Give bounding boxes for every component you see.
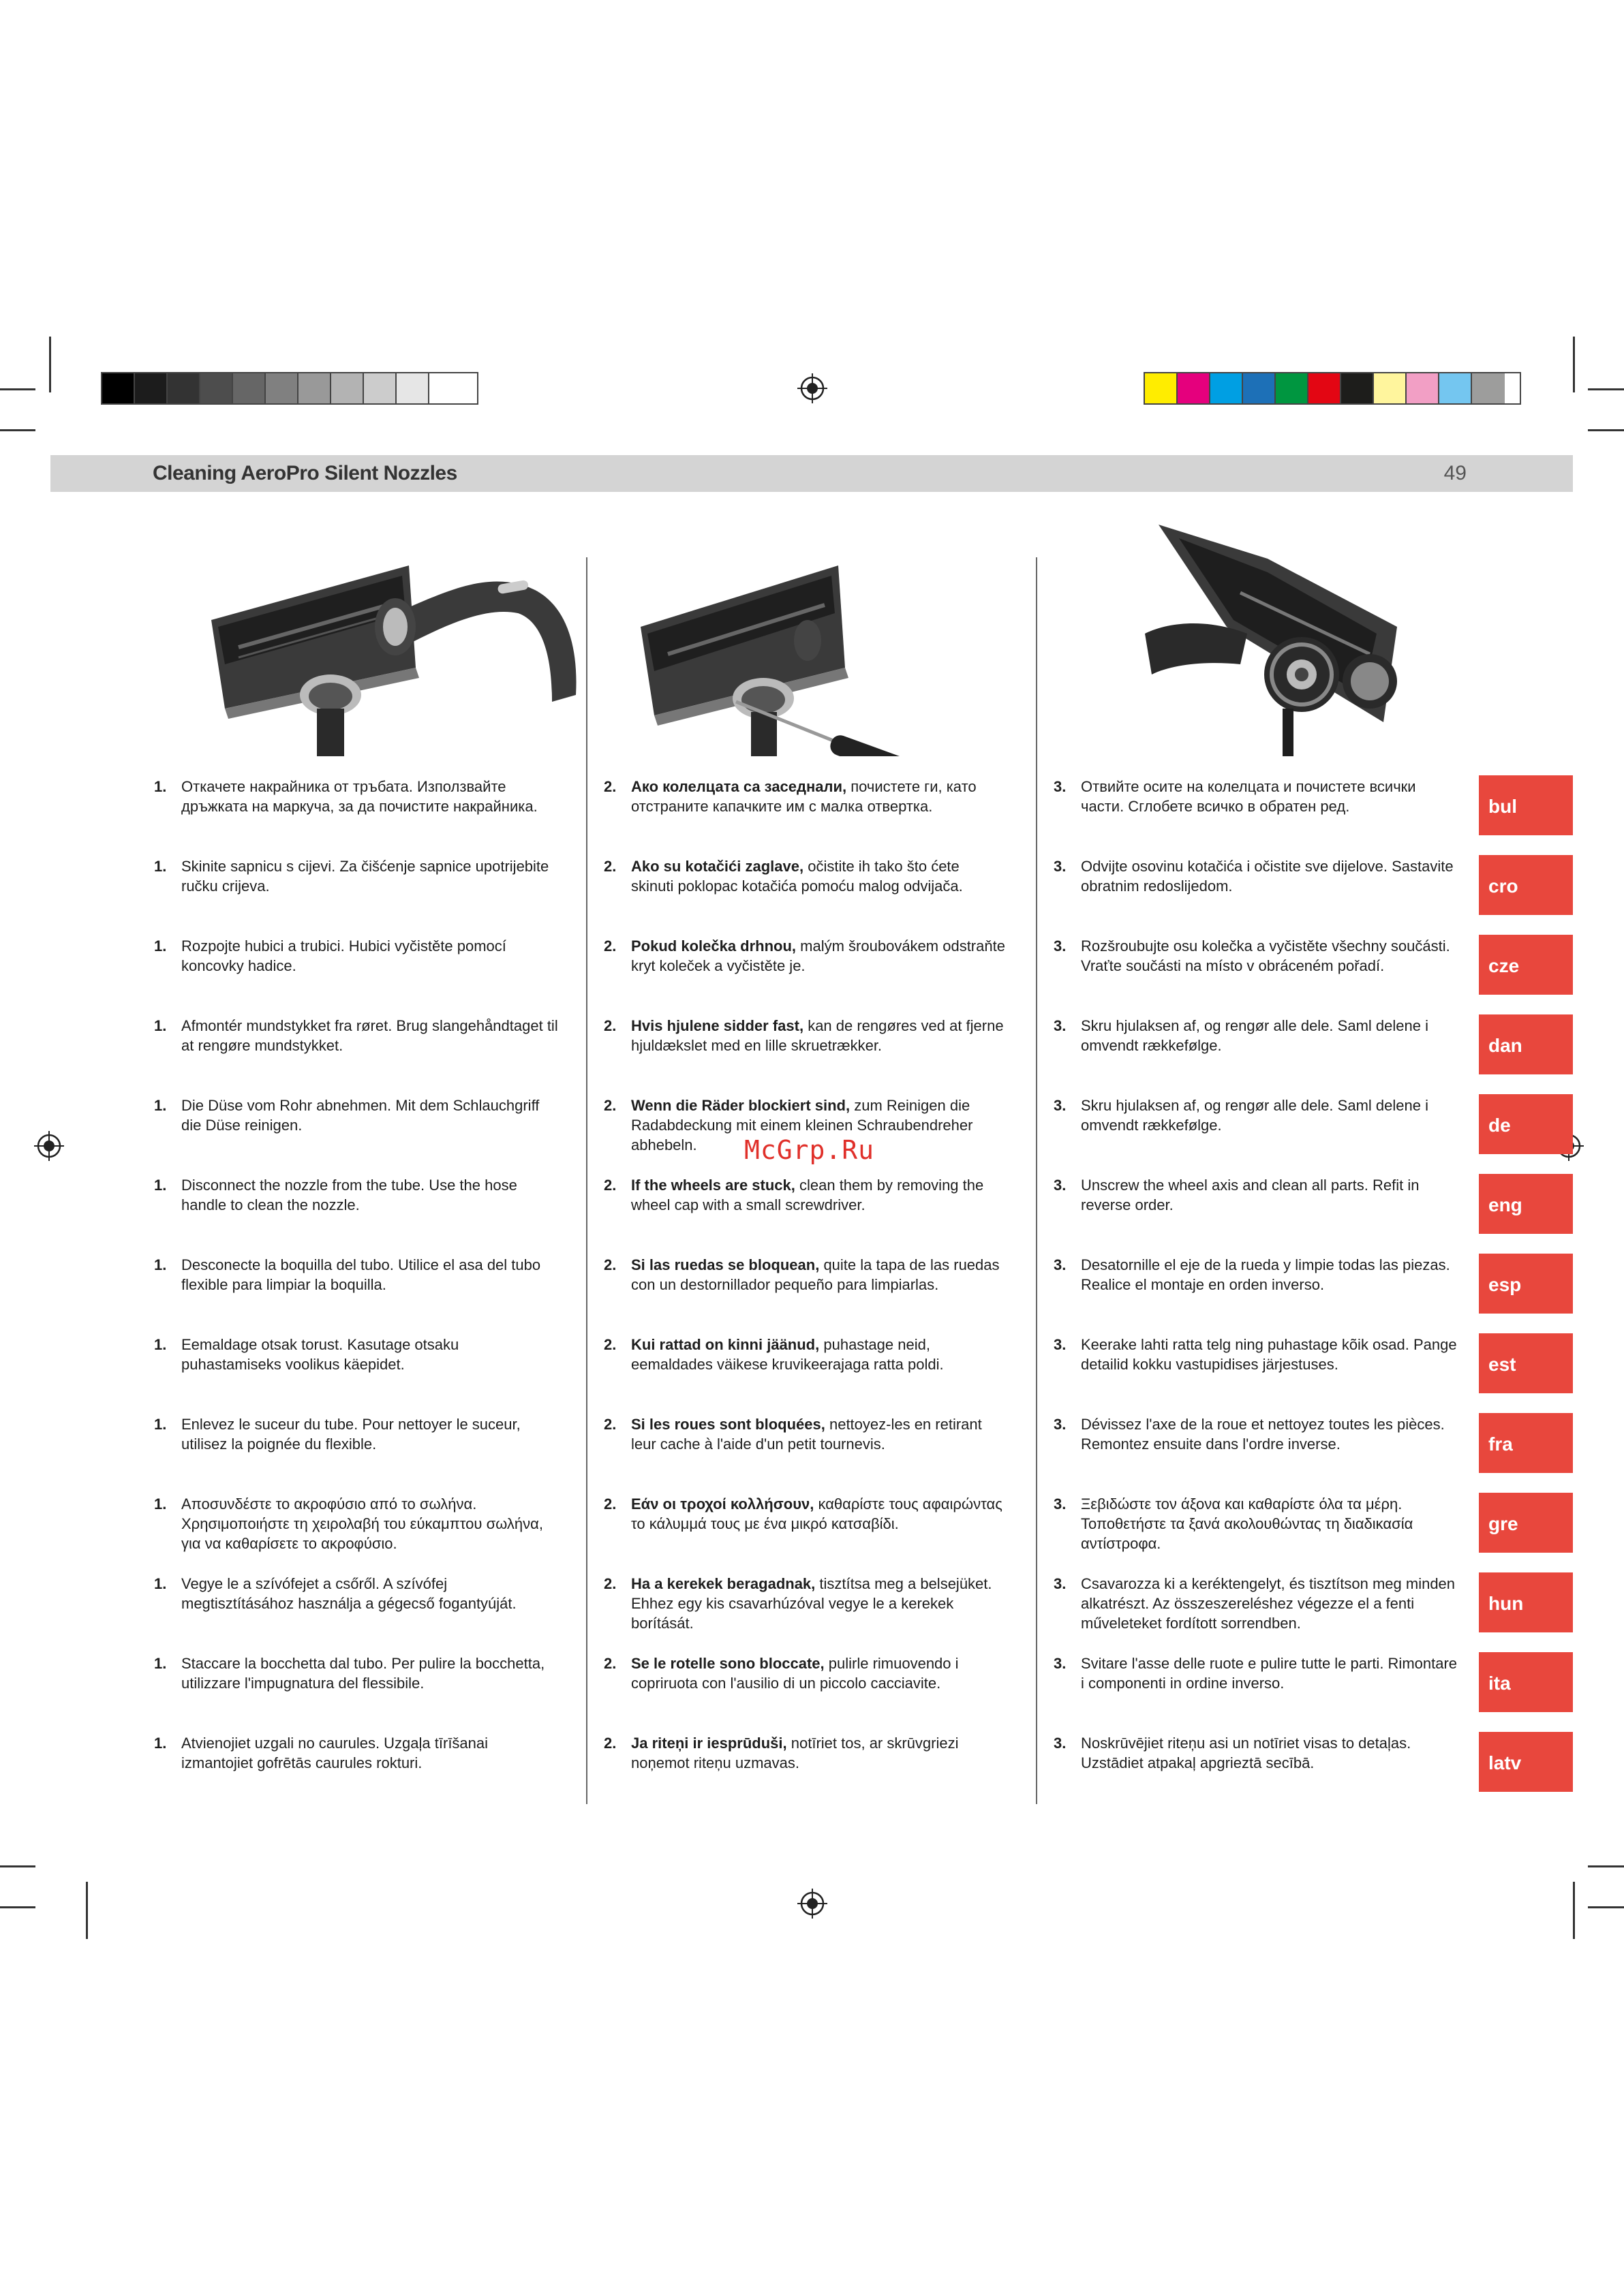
- step-body: Desatornille el eje de la rueda y limpie todas las piezas. Realice el montaje en orden inverso.: [1081, 1256, 1450, 1293]
- color-swatch: [233, 373, 266, 403]
- watermark: McGrp.Ru: [744, 1135, 875, 1165]
- step-text: [181, 1335, 563, 1374]
- step-text: [1081, 1096, 1462, 1135]
- step-body: Skinite sapnicu s cijevi. Za čišćenje sapnice upotrijebite ručku crijeva.: [181, 858, 549, 895]
- step-number: 1.: [154, 1655, 167, 1672]
- step-text: [631, 1494, 1006, 1534]
- step-text: [1081, 1335, 1462, 1374]
- language-tab-gre: gre: [1479, 1493, 1573, 1553]
- step-body: Csavarozza ki a keréktengelyt, és tisztítson meg minden alkatrészt. Az összeszereléshez végezze el a fenti műveleteket fordított sorrendben.: [1081, 1575, 1456, 1632]
- step-number: 3.: [1054, 1655, 1067, 1672]
- step-body: почистете ги, като отстраните капачките им с малка отвертка.: [631, 778, 977, 815]
- step-body: Afmontér mundstykket fra røret. Brug slangehåndtaget til at rengøre mundstykket.: [181, 1017, 558, 1054]
- step-body: Atvienojiet uzgali no caurules. Uzgaļa tīrīšanai izmantojiet gofrētās caurules rokturi.: [181, 1735, 489, 1771]
- step-text: [631, 1175, 1006, 1215]
- step-lead: Ha a kerekek beragadnak,: [631, 1575, 816, 1592]
- color-swatch: [1407, 373, 1439, 403]
- step-body: notīriet tos, ar skrūvgriezi noņemot riteņu uzmavas.: [631, 1735, 959, 1771]
- color-swatch: [1472, 373, 1505, 403]
- step-lead: Ако колелцата са заседнали,: [631, 778, 847, 795]
- step-number: 2.: [604, 1336, 617, 1353]
- language-tab-cze: cze: [1479, 935, 1573, 995]
- step-lead: Wenn die Räder blockiert sind,: [631, 1097, 851, 1114]
- step-text: [1081, 777, 1462, 816]
- step-text: [631, 1414, 1006, 1454]
- page-number: 49: [1443, 462, 1467, 484]
- step-lead: Si les roues sont bloquées,: [631, 1416, 825, 1433]
- language-tab-est: est: [1479, 1333, 1573, 1393]
- crop-mark: [1573, 1882, 1575, 1939]
- color-swatch: [1341, 373, 1374, 403]
- color-swatch: [397, 373, 429, 403]
- crop-mark: [1588, 388, 1624, 390]
- step-text: [181, 1096, 563, 1135]
- step-lead: Εάν οι τροχοί κολλήσουν,: [631, 1495, 814, 1512]
- column-divider: [1036, 557, 1037, 1804]
- step-body: Αποσυνδέστε το ακροφύσιο από το σωλήνα. Χρησιμοποιήστε τη χειρολαβή του εύκαμπτου σωλήνα, για να καθαρίσετε το ακροφύσιο.: [181, 1495, 543, 1552]
- page-header: [50, 455, 1573, 492]
- language-tab-de: de: [1479, 1094, 1573, 1154]
- color-swatch: [1178, 373, 1210, 403]
- step-body: nettoyez-les en retirant leur cache à l'aide d'un petit tournevis.: [631, 1416, 982, 1453]
- nozzle-detach-illustration: [198, 518, 579, 756]
- crop-mark: [0, 429, 35, 431]
- step-body: Staccare la bocchetta dal tubo. Per pulire la bocchetta, utilizzare l'impugnatura del flessibile.: [181, 1655, 545, 1692]
- step-body: pulirle rimuovendo i copriruota con l'ausilio di un piccolo cacciavite.: [631, 1655, 959, 1692]
- step-number: 1.: [154, 1575, 167, 1592]
- step-body: kan de rengøres ved at fjerne hjuldækslet med en lille skruetrækker.: [631, 1017, 1004, 1054]
- step-text: [181, 1654, 563, 1693]
- step-number: 1.: [154, 1017, 167, 1034]
- step-number: 2.: [604, 1735, 617, 1752]
- step-body: Keerake lahti ratta telg ning puhastage kõik osad. Pange detailid kokku vastupidises järjestuses.: [1081, 1336, 1457, 1373]
- color-swatch: [168, 373, 200, 403]
- step-text: [181, 1414, 563, 1454]
- language-tab-esp: esp: [1479, 1254, 1573, 1314]
- step-body: Откачете накрайника от тръбата. Използвайте дръжката на маркуча, за да почистите накрайника.: [181, 778, 538, 815]
- color-swatch: [1210, 373, 1243, 403]
- step-text: [181, 1016, 563, 1055]
- step-number: 1.: [154, 1097, 167, 1114]
- language-tab-bul: bul: [1479, 775, 1573, 835]
- step-body: zum Reinigen die Radabdeckung mit einem kleinen Schraubendreher abhebeln.: [631, 1097, 973, 1153]
- step-number: 1.: [154, 1256, 167, 1273]
- step-body: malým šroubovákem odstraňte kryt koleček a vyčistěte je.: [631, 937, 1005, 974]
- crop-mark: [1588, 1865, 1624, 1867]
- step-text: [631, 1733, 1006, 1773]
- color-swatch: [1145, 373, 1178, 403]
- crop-mark: [49, 337, 51, 392]
- step-number: 3.: [1054, 1575, 1067, 1592]
- step-text: [1081, 936, 1462, 976]
- color-swatch: [1439, 373, 1472, 403]
- step-text: [181, 1175, 563, 1215]
- step-lead: Ako su kotačići zaglave,: [631, 858, 804, 875]
- step-lead: Kui rattad on kinni jäänud,: [631, 1336, 820, 1353]
- step-text: [631, 1335, 1006, 1374]
- step-body: očistite ih tako što ćete skinuti poklopac kotačića pomoću malog odvijača.: [631, 858, 963, 895]
- step-lead: Pokud kolečka drhnou,: [631, 937, 797, 955]
- color-swatch: [1374, 373, 1407, 403]
- step-text: [181, 1255, 563, 1294]
- step-lead: If the wheels are stuck,: [631, 1177, 795, 1194]
- step-body: Dévissez l'axe de la roue et nettoyez toutes les pièces. Remontez ensuite dans l'ordre inverse.: [1081, 1416, 1445, 1453]
- color-swatch: [1308, 373, 1341, 403]
- grayscale-strip: [101, 372, 478, 405]
- step-number: 2.: [604, 1655, 617, 1672]
- crop-mark: [0, 388, 35, 390]
- step-number: 1.: [154, 1735, 167, 1752]
- step-number: 3.: [1054, 1336, 1067, 1353]
- step-lead: Si las ruedas se bloquean,: [631, 1256, 820, 1273]
- step-text: [631, 1574, 1006, 1633]
- step-text: [1081, 1494, 1462, 1553]
- step-number: 2.: [604, 1177, 617, 1194]
- registration-mark-icon: [797, 1889, 827, 1919]
- color-swatch: [331, 373, 364, 403]
- step-body: Eemaldage otsak torust. Kasutage otsaku puhastamiseks voolikus käepidet.: [181, 1336, 459, 1373]
- step-number: 1.: [154, 1495, 167, 1512]
- step-number: 3.: [1054, 1495, 1067, 1512]
- step-text: [1081, 1414, 1462, 1454]
- step-text: [181, 856, 563, 896]
- step-body: Skru hjulaksen af, og rengør alle dele. Saml delene i omvendt rækkefølge.: [1081, 1017, 1428, 1054]
- step-number: 3.: [1054, 858, 1067, 875]
- step-lead: Hvis hjulene sidder fast,: [631, 1017, 804, 1034]
- step-number: 3.: [1054, 1256, 1067, 1273]
- crop-mark: [0, 1865, 35, 1867]
- wheel-axis-illustration: [1131, 518, 1404, 756]
- step-text: [181, 1494, 563, 1553]
- crop-mark: [1588, 1906, 1624, 1908]
- column-divider: [586, 557, 587, 1804]
- step-text: [1081, 1733, 1462, 1773]
- step-text: [631, 856, 1006, 896]
- step-number: 3.: [1054, 937, 1067, 955]
- language-tab-ita: ita: [1479, 1652, 1573, 1712]
- color-swatch: [1276, 373, 1308, 403]
- step-number: 3.: [1054, 1416, 1067, 1433]
- step-text: [1081, 1016, 1462, 1055]
- step-body: Vegye le a szívófejet a csőről. A szívófej megtisztításához használja a gégecső fogantyúját.: [181, 1575, 517, 1612]
- step-number: 1.: [154, 778, 167, 795]
- step-text: [181, 936, 563, 976]
- color-swatch: [1243, 373, 1276, 403]
- step-text: [631, 1016, 1006, 1055]
- step-number: 3.: [1054, 1097, 1067, 1114]
- crop-mark: [1588, 429, 1624, 431]
- step-number: 2.: [604, 1495, 617, 1512]
- step-body: Svitare l'asse delle ruote e pulire tutte le parti. Rimontare i componenti in ordine inverso.: [1081, 1655, 1458, 1692]
- step-number: 2.: [604, 1017, 617, 1034]
- step-number: 2.: [604, 858, 617, 875]
- registration-mark-icon: [34, 1131, 64, 1161]
- color-strip: [1144, 372, 1521, 405]
- step-body: Skru hjulaksen af, og rengør alle dele. Saml delene i omvendt rækkefølge.: [1081, 1097, 1428, 1134]
- step-body: tisztítsa meg a belsejüket. Ehhez egy kis csavarhúzóval vegye le a kerekek borítását.: [631, 1575, 992, 1632]
- step-text: [181, 1574, 563, 1613]
- registration-mark-icon: [797, 373, 827, 403]
- color-swatch: [200, 373, 233, 403]
- step-number: 1.: [154, 1177, 167, 1194]
- step-number: 1.: [154, 1416, 167, 1433]
- step-number: 2.: [604, 1416, 617, 1433]
- step-body: Rozšroubujte osu kolečka a vyčistěte všechny součásti. Vraťte součásti na místo v obráceném pořadí.: [1081, 937, 1450, 974]
- step-text: [631, 936, 1006, 976]
- step-body: Desconecte la boquilla del tubo. Utilice el asa del tubo flexible para limpiar la boquilla.: [181, 1256, 541, 1293]
- step-body: puhastage neid, eemaldades väikese kruvikeerajaga ratta poldi.: [631, 1336, 944, 1373]
- crop-mark: [0, 1906, 35, 1908]
- step-number: 2.: [604, 778, 617, 795]
- step-body: Disconnect the nozzle from the tube. Use the hose handle to clean the nozzle.: [181, 1177, 517, 1213]
- color-swatch: [429, 373, 462, 403]
- crop-mark: [86, 1882, 88, 1939]
- step-text: [631, 777, 1006, 816]
- step-number: 3.: [1054, 778, 1067, 795]
- color-swatch: [135, 373, 168, 403]
- step-body: quite la tapa de las ruedas con un destornillador pequeño para limpiarlas.: [631, 1256, 1000, 1293]
- language-tab-latv: latv: [1479, 1732, 1573, 1792]
- step-lead: Se le rotelle sono bloccate,: [631, 1655, 825, 1672]
- language-tab-cro: cro: [1479, 855, 1573, 915]
- step-number: 2.: [604, 1575, 617, 1592]
- step-body: Unscrew the wheel axis and clean all parts. Refit in reverse order.: [1081, 1177, 1420, 1213]
- step-number: 1.: [154, 937, 167, 955]
- color-swatch: [102, 373, 135, 403]
- step-text: [181, 1733, 563, 1773]
- step-number: 3.: [1054, 1735, 1067, 1752]
- step-lead: Ja riteņi ir iesprūduši,: [631, 1735, 787, 1752]
- step-text: [631, 1255, 1006, 1294]
- step-body: Die Düse vom Rohr abnehmen. Mit dem Schlauchgriff die Düse reinigen.: [181, 1097, 540, 1134]
- step-number: 1.: [154, 1336, 167, 1353]
- step-body: clean them by removing the wheel cap with a small screwdriver.: [631, 1177, 984, 1213]
- step-text: [631, 1654, 1006, 1693]
- color-swatch: [298, 373, 331, 403]
- step-body: Noskrūvējiet riteņu asi un notīriet visas to detaļas. Uzstādiet atpakaļ apgrieztā secībā.: [1081, 1735, 1411, 1771]
- step-number: 2.: [604, 1256, 617, 1273]
- step-body: Ξεβιδώστε τον άξονα και καθαρίστε όλα τα μέρη. Τοποθετήστε τα ξανά ακολουθώντας τη διαδικασία αντίστροφα.: [1081, 1495, 1413, 1552]
- step-body: καθαρίστε τους αφαιρώντας το κάλυμμά τους με ένα μικρό κατσαβίδι.: [631, 1495, 1002, 1532]
- wheel-cap-removal-illustration: [634, 518, 940, 756]
- step-number: 2.: [604, 937, 617, 955]
- step-number: 1.: [154, 858, 167, 875]
- step-text: [1081, 1255, 1462, 1294]
- step-number: 3.: [1054, 1177, 1067, 1194]
- language-tab-hun: hun: [1479, 1572, 1573, 1632]
- step-number: 3.: [1054, 1017, 1067, 1034]
- color-swatch: [266, 373, 298, 403]
- color-swatch: [364, 373, 397, 403]
- step-body: Enlevez le suceur du tube. Pour nettoyer le suceur, utilisez la poignée du flexible.: [181, 1416, 521, 1453]
- language-tab-fra: fra: [1479, 1413, 1573, 1473]
- step-body: Odvijte osovinu kotačića i očistite sve dijelove. Sastavite obratnim redoslijedom.: [1081, 858, 1454, 895]
- crop-mark: [1573, 337, 1575, 392]
- language-tab-dan: dan: [1479, 1014, 1573, 1074]
- step-text: [181, 777, 563, 816]
- step-text: [1081, 1175, 1462, 1215]
- step-text: [1081, 1574, 1462, 1633]
- step-body: Rozpojte hubici a trubici. Hubici vyčistěte pomocí koncovky hadice.: [181, 937, 506, 974]
- step-text: [1081, 1654, 1462, 1693]
- step-text: [1081, 856, 1462, 896]
- language-tab-eng: eng: [1479, 1174, 1573, 1234]
- page-title: Cleaning AeroPro Silent Nozzles: [153, 462, 457, 484]
- step-number: 2.: [604, 1097, 617, 1114]
- step-body: Отвийте осите на колелцата и почистете всички части. Сглобете всичко в обратен ред.: [1081, 778, 1416, 815]
